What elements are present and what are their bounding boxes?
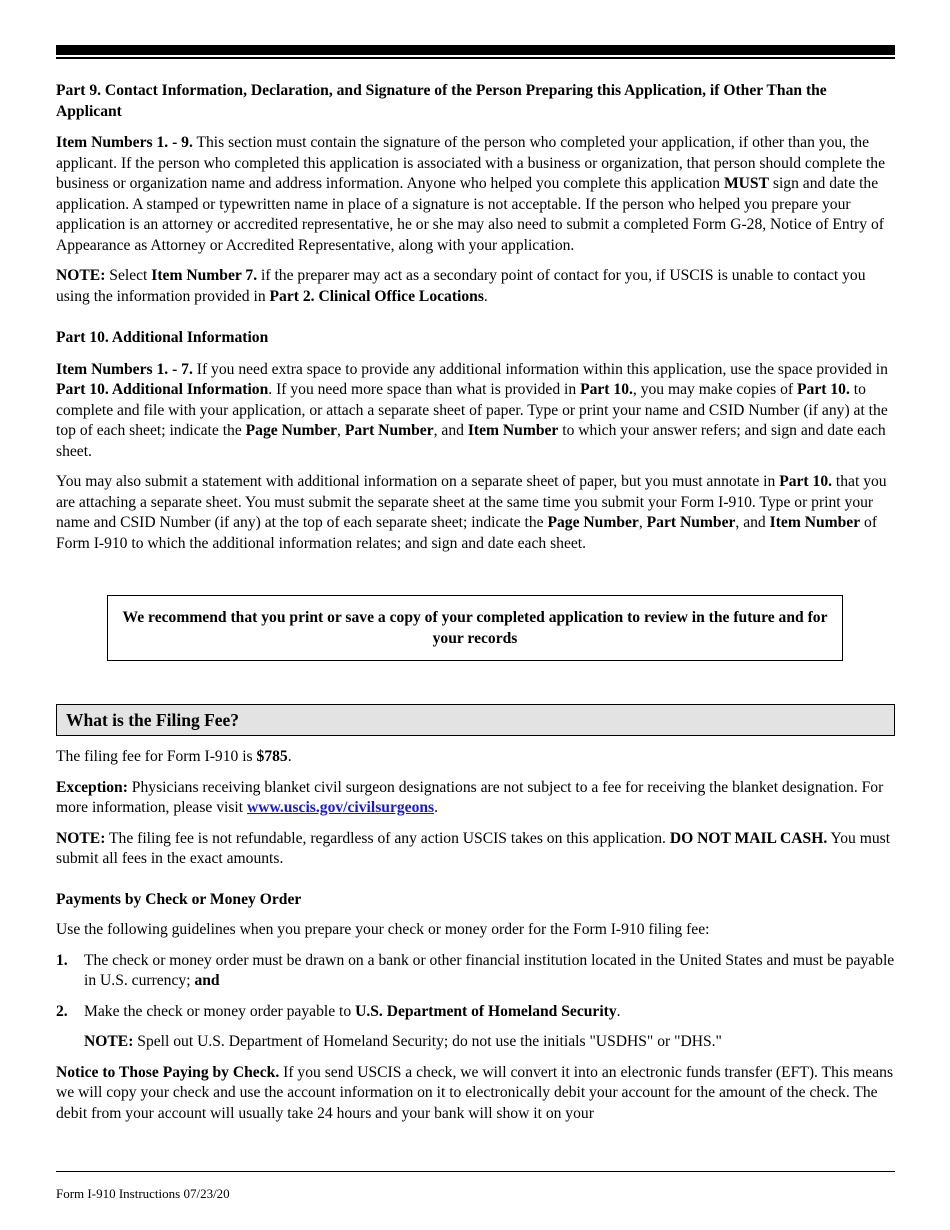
payments-note <box>56 1032 895 1053</box>
part9-heading: Part 9. Contact Information, Declaration, and Signature of the Person Preparing this Application, if Other Than the Applicant <box>56 82 827 120</box>
part9-item-paragraph <box>56 133 895 256</box>
notice-check-text: If you send USCIS a check, we will convert it into an electronic funds transfer (EFT). This means we will copy your check and use the account information on it to electronically debit your account for the amount of the check. The debit from your account will usually take 24 hours and your bank will show it on your <box>56 1063 894 1122</box>
payments-note-text: Spell out U.S. Department of Homeland Security; do not use the initials "USDHS" or "DHS." <box>133 1033 722 1050</box>
exception-period: . <box>434 799 439 816</box>
part10-p1-text-2: . If you need more space than what is provided in <box>268 381 581 398</box>
header-rule-thin <box>56 57 895 59</box>
part10-p1-page-number: Page Number <box>245 422 338 439</box>
part9-note-part: Part 2. Clinical Office Locations <box>269 287 484 305</box>
page-footer: Form I-910 Instructions 07/23/20 <box>56 1186 230 1201</box>
exception-text: Physicians receiving blanket civil surgeon designations are not subject to a fee for receiving the blanket designation. For more information, please visit <box>56 778 884 816</box>
list-item <box>56 951 895 992</box>
fee-note-do-not-mail-cash: DO NOT MAIL CASH. <box>669 829 828 847</box>
part9-item-must: MUST <box>723 175 769 192</box>
part9-note-text-1: Select <box>105 267 152 284</box>
fee-note-text-2: You must submit all fees in the exact amounts. <box>56 829 891 867</box>
part9-note-text-3: . <box>483 287 488 305</box>
recommendation-callout: We recommend that you print or save a copy of your completed application to review in the future and for your records <box>107 595 843 661</box>
part10-p1-text-5: , <box>337 422 345 439</box>
page-content <box>56 81 895 1134</box>
footer-rule <box>56 1171 895 1172</box>
part10-p2-text-5: of Form I-910 to which the additional information relates; and sign and date each sheet. <box>56 514 878 552</box>
payment-guidelines-list <box>56 951 895 1023</box>
filing-fee-amount: $785 <box>256 748 288 765</box>
part10-p2-bold-1: Part 10. <box>779 473 833 490</box>
list-item-text: Make the check or money order payable to <box>84 1002 356 1020</box>
part10-p1-text-1: If you need extra space to provide any additional information within this application, use the space provided in <box>192 360 888 378</box>
part10-p2-text-1: You may also submit a statement with additional information on a separate sheet of paper, but you must annotate in <box>56 473 780 490</box>
part9-item-text-2: sign and date the application. A stamped or typewritten name in place of a signature is not acceptable. If the person who helped you prepare your application is an attorney or accredited representative, he or she may also need to submit a completed Form G-28, Notice of Entry of Appearance as Attorney or Accredited Representative, along with your application. <box>56 175 884 254</box>
part10-p1-part-number: Part Number <box>344 422 434 439</box>
part10-p1-text-3: , you may make copies of <box>632 381 798 398</box>
fee-note-text: The filing fee is not refundable, regardless of any action USCIS takes on this application. <box>105 829 670 847</box>
part10-p1-text-7: to which your answer refers; and sign and date each sheet. <box>56 422 886 460</box>
part10-p2-text-2: that you are attaching a separate sheet. You must submit the separate sheet at the same time you submit your Form I-910. Type or print your name and CSID Number (if any) at the top of each separate sheet; indicate the <box>56 473 887 531</box>
civil-surgeons-link[interactable]: www.uscis.gov/civilsurgeons <box>246 799 435 816</box>
part10-heading: Part 10. Additional Information <box>56 329 269 346</box>
part10-p2-item-number: Item Number <box>769 514 861 531</box>
part10-item-paragraph <box>56 360 895 463</box>
list-item-tail: . <box>616 1002 621 1020</box>
exception-label: Exception: <box>56 778 128 796</box>
filing-fee-paragraph <box>56 747 895 768</box>
list-item-bold: U.S. Department of Homeland Security <box>355 1002 617 1020</box>
list-item-bold: and <box>194 972 220 989</box>
part9-note-item: Item Number 7. <box>151 267 258 284</box>
list-item-number: 1. <box>56 951 68 969</box>
part10-p1-text-4: to complete and file with your application, or attach a separate sheet of paper. Type or print your name and CSID Number (if any) at the top of each sheet; indicate the <box>56 381 888 439</box>
list-item-number: 2. <box>56 1002 68 1020</box>
list-item-text: The check or money order must be drawn on a bank or other financial institution located in the United States and must be payable in U.S. currency; <box>84 951 895 989</box>
notice-check-label: Notice to Those Paying by Check. <box>56 1063 280 1081</box>
fee-note-paragraph <box>56 829 895 870</box>
part10-p1-bold-2: Part 10. <box>580 381 633 398</box>
part10-p1-text-6: , and <box>433 422 468 439</box>
part10-p1-bold-3: Part 10. <box>797 381 850 398</box>
part10-separate-sheet-paragraph <box>56 472 895 554</box>
filing-fee-period: . <box>287 748 292 765</box>
part9-item-label: Item Numbers 1. - 9. <box>56 134 193 151</box>
part9-note-paragraph <box>56 266 895 307</box>
fee-note-label: NOTE: <box>56 829 106 847</box>
part10-p2-part-number: Part Number <box>646 514 736 531</box>
part10-p1-bold-1: Part 10. Additional Information <box>56 381 269 398</box>
part10-p2-text-3: , <box>638 514 647 531</box>
part10-p2-text-4: , and <box>735 514 770 531</box>
filing-fee-section-header: What is the Filing Fee? <box>56 704 895 736</box>
part9-item-text-1: This section must contain the signature of the person who completed your application, if other than you, the applicant. If the person who completed this application is associated with a business or organization, that person should complete the business or organization name and address information. Anyone who helped you complete this application <box>56 134 886 192</box>
part10-p1-item-number: Item Number <box>467 422 559 439</box>
part10-p2-page-number: Page Number <box>547 514 639 531</box>
part9-note-label: NOTE: <box>56 267 106 284</box>
filing-fee-text: The filing fee for Form I-910 is <box>56 748 257 765</box>
payments-note-label: NOTE: <box>84 1033 134 1050</box>
payments-intro: Use the following guidelines when you prepare your check or money order for the Form I-910 filing fee: <box>56 921 710 938</box>
part10-item-label: Item Numbers 1. - 7. <box>56 360 193 378</box>
exception-paragraph <box>56 778 895 819</box>
header-rule-thick <box>56 45 895 55</box>
list-item <box>56 1002 895 1023</box>
payments-heading: Payments by Check or Money Order <box>56 890 302 908</box>
notice-check-paragraph <box>56 1063 895 1125</box>
part9-note-text-2: if the preparer may act as a secondary point of contact for you, if USCIS is unable to contact you using the information provided in <box>56 267 866 305</box>
